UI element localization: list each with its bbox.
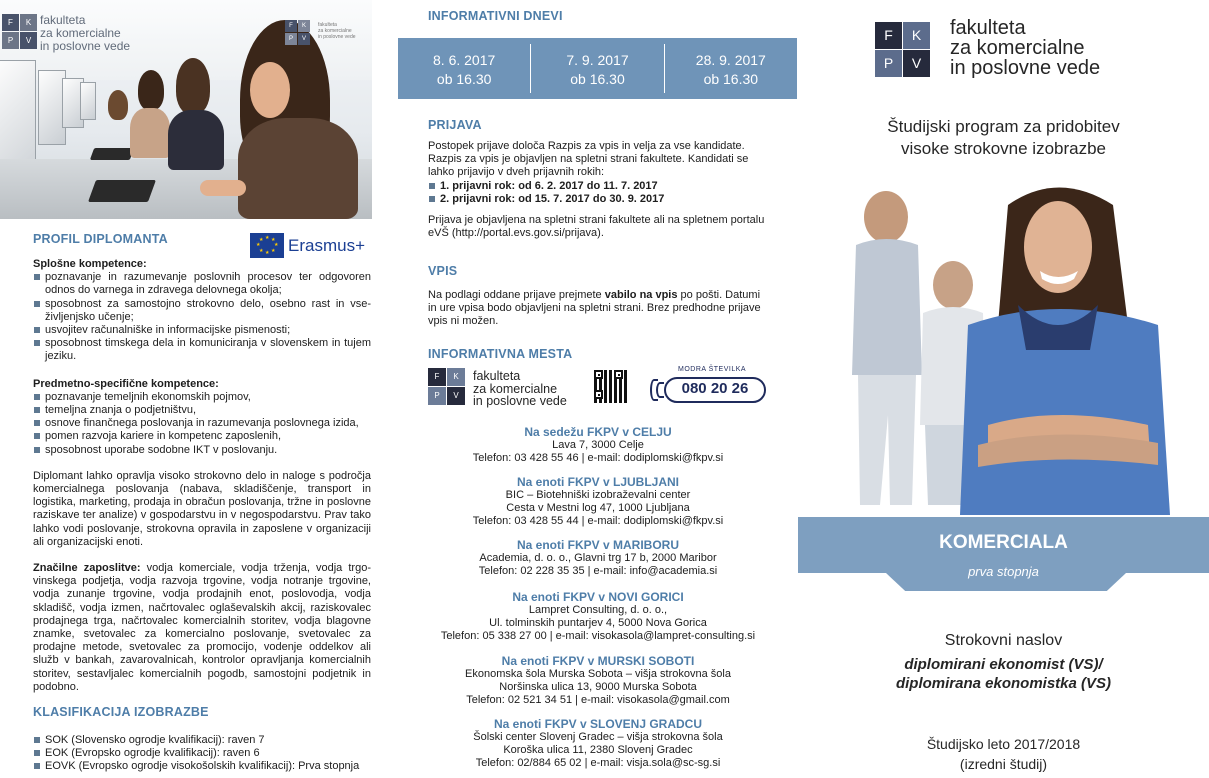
typical-jobs: Značilne zaposlitve: vodja komerciale, vodja trženja, vodja trgovinskega podjetja, vodja razvoja trgovine, vodja notranje trgovine, vodja zunanje trgovine, vodja prodajnih enot, poslovodja, vodja skladišč, vodja izmen, načrtovalec oglaševalskih akcij, raziskovalec prodajnega trga, načrtovalec komercialnih storitev, vodja blagovne znamke, svetovalec za komercialno poslovanje, svetovalec za prodajne metode, svetovalec za promocijo, vodenje oddelkov ali služb v bankah, zavarovalnicah, kontrolor opravljanja komercialnih storitev, sestavljalec komercialnih pogodb, samostojni podjetnik in podobno. [33, 562, 371, 693]
qr-code-icon[interactable] [594, 370, 627, 403]
vpis-body: Na podlagi oddane prijave prejmete vabilo na vpis po pošti. Datumi in ure vpisa bodo objavljeni na spletni strani. Brez predhodne prijave vpis ni možen. [428, 289, 761, 328]
program-name: KOMERCIALA [939, 532, 1068, 553]
graduate-description: Diplomant lahko opravlja visoko strokovno delo in naloge s področja komercialnega poslovanja (nabava, skladiščenje, transport in logistika, marketing, prodaja in obračun poslovanja, tržne in poslovne raziskave ter analize) v gospodarstvu in v negospodarstvu. Prav tako lahko vodi poslovanje, strokovna opravila in zaposlene v organizaciji ali organizacijski enoti. [33, 469, 371, 548]
info-days-band [398, 38, 797, 99]
info-day: 28. 9. 2017 ob 16.30 [695, 52, 766, 87]
prijava-heading: PRIJAVA [428, 118, 482, 132]
location-murska-sobota: Na enoti FKPV v MURSKI SOBOTI Ekonomska šola Murska Sobota – višja strokovna šola Noršinska ulica 13, 9000 Murska Sobota Telefon: 02 521 34 51 | e-mail: visokasola@gmail.com [465, 654, 731, 707]
list-item: poznavanje temeljnih ekonomskih pojmov, [33, 391, 371, 404]
list-item: 2. prijavni rok: od 15. 7. 2017 do 30. 9. 2017 [428, 193, 768, 206]
profile-body [33, 258, 371, 694]
deadline-list [428, 180, 768, 206]
title-label: Strokovni naslov [944, 632, 1063, 649]
list-item: SOK (Slovensko ogrodje kvalifikacij): raven 7 [33, 734, 378, 747]
specific-competences-list [33, 391, 371, 457]
fkpv-logo: F K P V fakulteta za komercialne in poslovne vede [428, 368, 578, 408]
info-day: 7. 9. 2017 ob 16.30 [566, 52, 629, 87]
faculty-name: fakulteta za komercialne in poslovne vede [950, 17, 1101, 79]
location-nova-gorica: Na enoti FKPV v NOVI GORICI Lampret Consulting, d. o. o., Ul. tolminskih puntarjev 4, 5000 Nova Gorica Telefon: 05 338 27 00 | e-mail: visokasola@lampret-consulting.si [440, 590, 756, 643]
list-item: temeljna znanja o podjetništvu, [33, 404, 371, 417]
location-ljubljana: Na enoti FKPV v LJUBLJANI BIC – Biotehniški izobraževalni center Cesta v Mestni log 47, 1000 Ljubljana Telefon: 03 428 55 44 | e-mail: dodiplomski@fkpv.si [472, 475, 724, 528]
info-day: 8. 6. 2017 ob 16.30 [433, 52, 496, 87]
program-level: prva stopnja [968, 564, 1039, 579]
column-cover [798, 0, 1209, 778]
free-phone-badge: MODRA ŠTEVILKA 080 20 26 [650, 366, 768, 406]
fkpv-main-logo: F K P V [875, 22, 931, 78]
tiny-fkpv-logo: F K P V [2, 14, 38, 50]
classification-list [33, 734, 378, 774]
students-photo [828, 175, 1208, 515]
photo-corner-logo-text: fakulteta za komercialne in poslovne vede [318, 22, 356, 40]
study-year: Študijsko leto 2017/2018 (izredni študij) [926, 736, 1081, 772]
list-item: 1. prijavni rok: od 6. 2. 2017 do 11. 7. 2017 [428, 180, 768, 193]
degree-title: diplomirani ekonomist (VS)/ diplomirana ekonomistka (VS) [895, 656, 1112, 692]
column-info [398, 0, 798, 778]
list-item: sposobnost za samostojno strokovno delo, osebno rast in vseživljenjsko učenje; [33, 298, 371, 324]
info-days-heading: INFORMATIVNI DNEVI [428, 9, 563, 23]
eu-flag-icon: ★ ★ ★ ★ ★ ★ ★ ★ [250, 233, 284, 258]
location-celje: Na sedežu FKPV v CELJU Lava 7, 3000 Celje Telefon: 03 428 55 46 | e-mail: dodiplomski@fkpv.si [472, 425, 724, 465]
list-item: pomen razvoja kariere in kompetenc zaposlenih, [33, 430, 371, 443]
phone-number: 080 20 26 [681, 380, 749, 397]
list-item: EOVK (Evropsko ogrodje visokošolskih kvalifikacij): Prva stopnja [33, 760, 378, 773]
location-slovenj-gradec: Na enoti FKPV v SLOVENJ GRADCU Šolski center Slovenj Gradec – višja strokovna šola Koroška ulica 11, 2380 Slovenj Gradec Telefon: 02/884 65 02 | e-mail: visja.sola@sc-sg.si [473, 717, 723, 770]
general-competences-list [33, 271, 371, 363]
list-item: osnove finančnega poslovanja in razumevanja poslovnega izida, [33, 417, 371, 430]
prijava-body: Postopek prijave določa Razpis za vpis in velja za vse kandidate. Razpis za vpis je objavljen na spletni strani fakultete. Kandidati se lahko prijavijo v dveh prijavnih rokih: 1. prijavni rok: od 6. 2. 2017 do 11. 7. 2017 2. prijavni rok: od 15. 7. 2017 do 30. 9. 2017 Prijava je objavljena na spletni strani fakultete ali na spletnem portalu eVŠ (http://portal.evs.gov.si/prijava). [428, 140, 768, 240]
profile-heading: PROFIL DIPLOMANTA [33, 232, 168, 246]
list-item: usvojitev računalniške in informacijske pismenosti; [33, 324, 371, 337]
general-competences-title: Splošne kompetence: [33, 258, 147, 270]
list-item: poznavanje in razumevanje poslovnih procesov ter odgovoren odnos do varnega in zdravega delovnega okolja; [33, 271, 371, 297]
list-item: sposobnost timskega dela in komuniciranja v slovenskem in tujem jeziku. [33, 337, 371, 363]
list-item: EOK (Evropsko ogrodje kvalifikacij): raven 6 [33, 747, 378, 760]
photo-corner-logo: F K P V [285, 20, 311, 46]
vpis-heading: VPIS [428, 264, 458, 278]
program-title: Študijski program za pridobitev visoke strokovne izobrazbe [887, 117, 1120, 158]
erasmus-logo: ★ ★ ★ ★ ★ ★ ★ ★ Erasmus+ [250, 232, 370, 260]
location-maribor: Na enoti FKPV v MARIBORU Academia, d. o. o., Glavni trg 17 b, 2000 Maribor Telefon: 02 228 35 35 | e-mail: info@academia.si [478, 538, 718, 578]
tiny-logo-text: fakulteta za komercialne in poslovne vede [40, 13, 131, 53]
specific-competences-title: Predmetno-specifične kompetence: [33, 377, 219, 390]
classification-heading: KLASIFIKACIJA IZOBRAZBE [33, 705, 209, 719]
mesta-heading: INFORMATIVNA MESTA [428, 347, 573, 361]
list-item: sposobnost uporabe sodobne IKT v poslovanju. [33, 444, 371, 457]
column-profile [0, 0, 385, 778]
